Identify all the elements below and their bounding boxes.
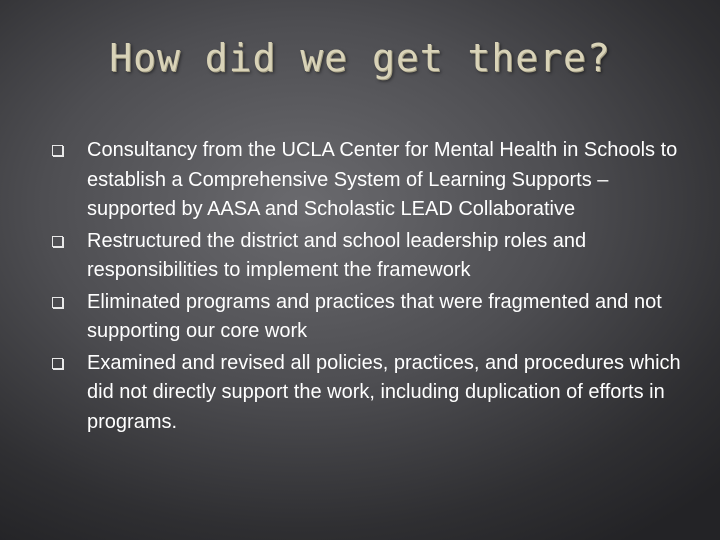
slide-title: How did we get there? [109,36,611,80]
bullet-text: Restructured the district and school leadership roles and responsibilities to implement the framework [87,229,587,281]
bullet-list [52,136,692,439]
square-bullet-icon [52,297,63,308]
bullet-item [52,288,692,347]
bullet-text: Consultancy from the UCLA Center for Mental Health in Schools to establish a Comprehensive System of Learning Supports –supported by AASA and Scholastic LEAD Collaborative [87,139,678,220]
bullet-item [52,136,692,225]
square-bullet-icon [52,236,63,247]
square-bullet-icon [52,145,63,156]
bullet-text: Examined and revised all policies, practices, and procedures which did not directly support the work, including duplication of efforts in programs. [87,351,681,433]
bullet-text: Eliminated programs and practices that were fragmented and not supporting our core work [87,290,662,342]
bullet-item [52,227,692,286]
bullet-item [52,349,692,438]
square-bullet-icon [52,358,63,369]
